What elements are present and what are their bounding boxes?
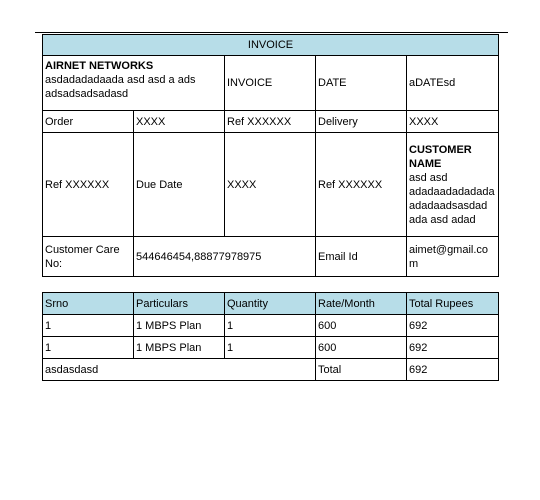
customer-address: asd asd adadaadadadada adadaadsasdad ada asd adad <box>409 171 495 226</box>
date-value: aDATEsd <box>407 56 499 111</box>
due-date-label: Due Date <box>134 133 225 237</box>
cell-rate: 600 <box>316 337 407 359</box>
items-header-row <box>43 293 499 315</box>
col-header-total: Total Rupees <box>407 293 499 315</box>
invoice-label: INVOICE <box>225 56 316 111</box>
ref-label-2: Ref XXXXXX <box>316 133 407 237</box>
company-address: asdadadadaada asd asd a ads adsadsadsadasd <box>45 74 196 100</box>
table-row <box>43 337 499 359</box>
table-row <box>43 315 499 337</box>
date-label: DATE <box>316 56 407 111</box>
order-label: Order <box>43 111 134 133</box>
total-value: 692 <box>407 359 499 381</box>
cell-quantity: 1 <box>225 337 316 359</box>
top-rule <box>35 32 508 33</box>
delivery-label: Delivery <box>316 111 407 133</box>
cell-total: 692 <box>407 337 499 359</box>
due-date-value: XXXX <box>225 133 316 237</box>
email-value: aimet@gmail.com <box>407 237 499 277</box>
invoice-header-table <box>42 34 499 277</box>
cell-srno: 1 <box>43 337 134 359</box>
col-header-srno: Srno <box>43 293 134 315</box>
ref-label-1: Ref XXXXXX <box>43 133 134 237</box>
cell-total: 692 <box>407 315 499 337</box>
ref-label: Ref XXXXXX <box>225 111 316 133</box>
items-table <box>42 292 499 381</box>
total-row <box>43 359 499 381</box>
delivery-value: XXXX <box>407 111 499 133</box>
cell-rate: 600 <box>316 315 407 337</box>
cell-particulars: 1 MBPS Plan <box>134 315 225 337</box>
cell-particulars: 1 MBPS Plan <box>134 337 225 359</box>
customer-care-label: Customer Care No: <box>43 237 134 277</box>
cell-quantity: 1 <box>225 315 316 337</box>
customer-care-value: 544646454,88877978975 <box>134 237 316 277</box>
cell-srno: 1 <box>43 315 134 337</box>
customer-name-label: CUSTOMER NAME <box>409 143 472 170</box>
company-cell <box>43 56 225 111</box>
col-header-rate: Rate/Month <box>316 293 407 315</box>
company-name: AIRNET NETWORKS <box>45 60 154 72</box>
email-label: Email Id <box>316 237 407 277</box>
order-value: XXXX <box>134 111 225 133</box>
col-header-particulars: Particulars <box>134 293 225 315</box>
footer-note: asdasdasd <box>43 359 316 381</box>
total-label: Total <box>316 359 407 381</box>
customer-cell <box>407 133 499 237</box>
col-header-quantity: Quantity <box>225 293 316 315</box>
invoice-title: INVOICE <box>43 35 499 56</box>
